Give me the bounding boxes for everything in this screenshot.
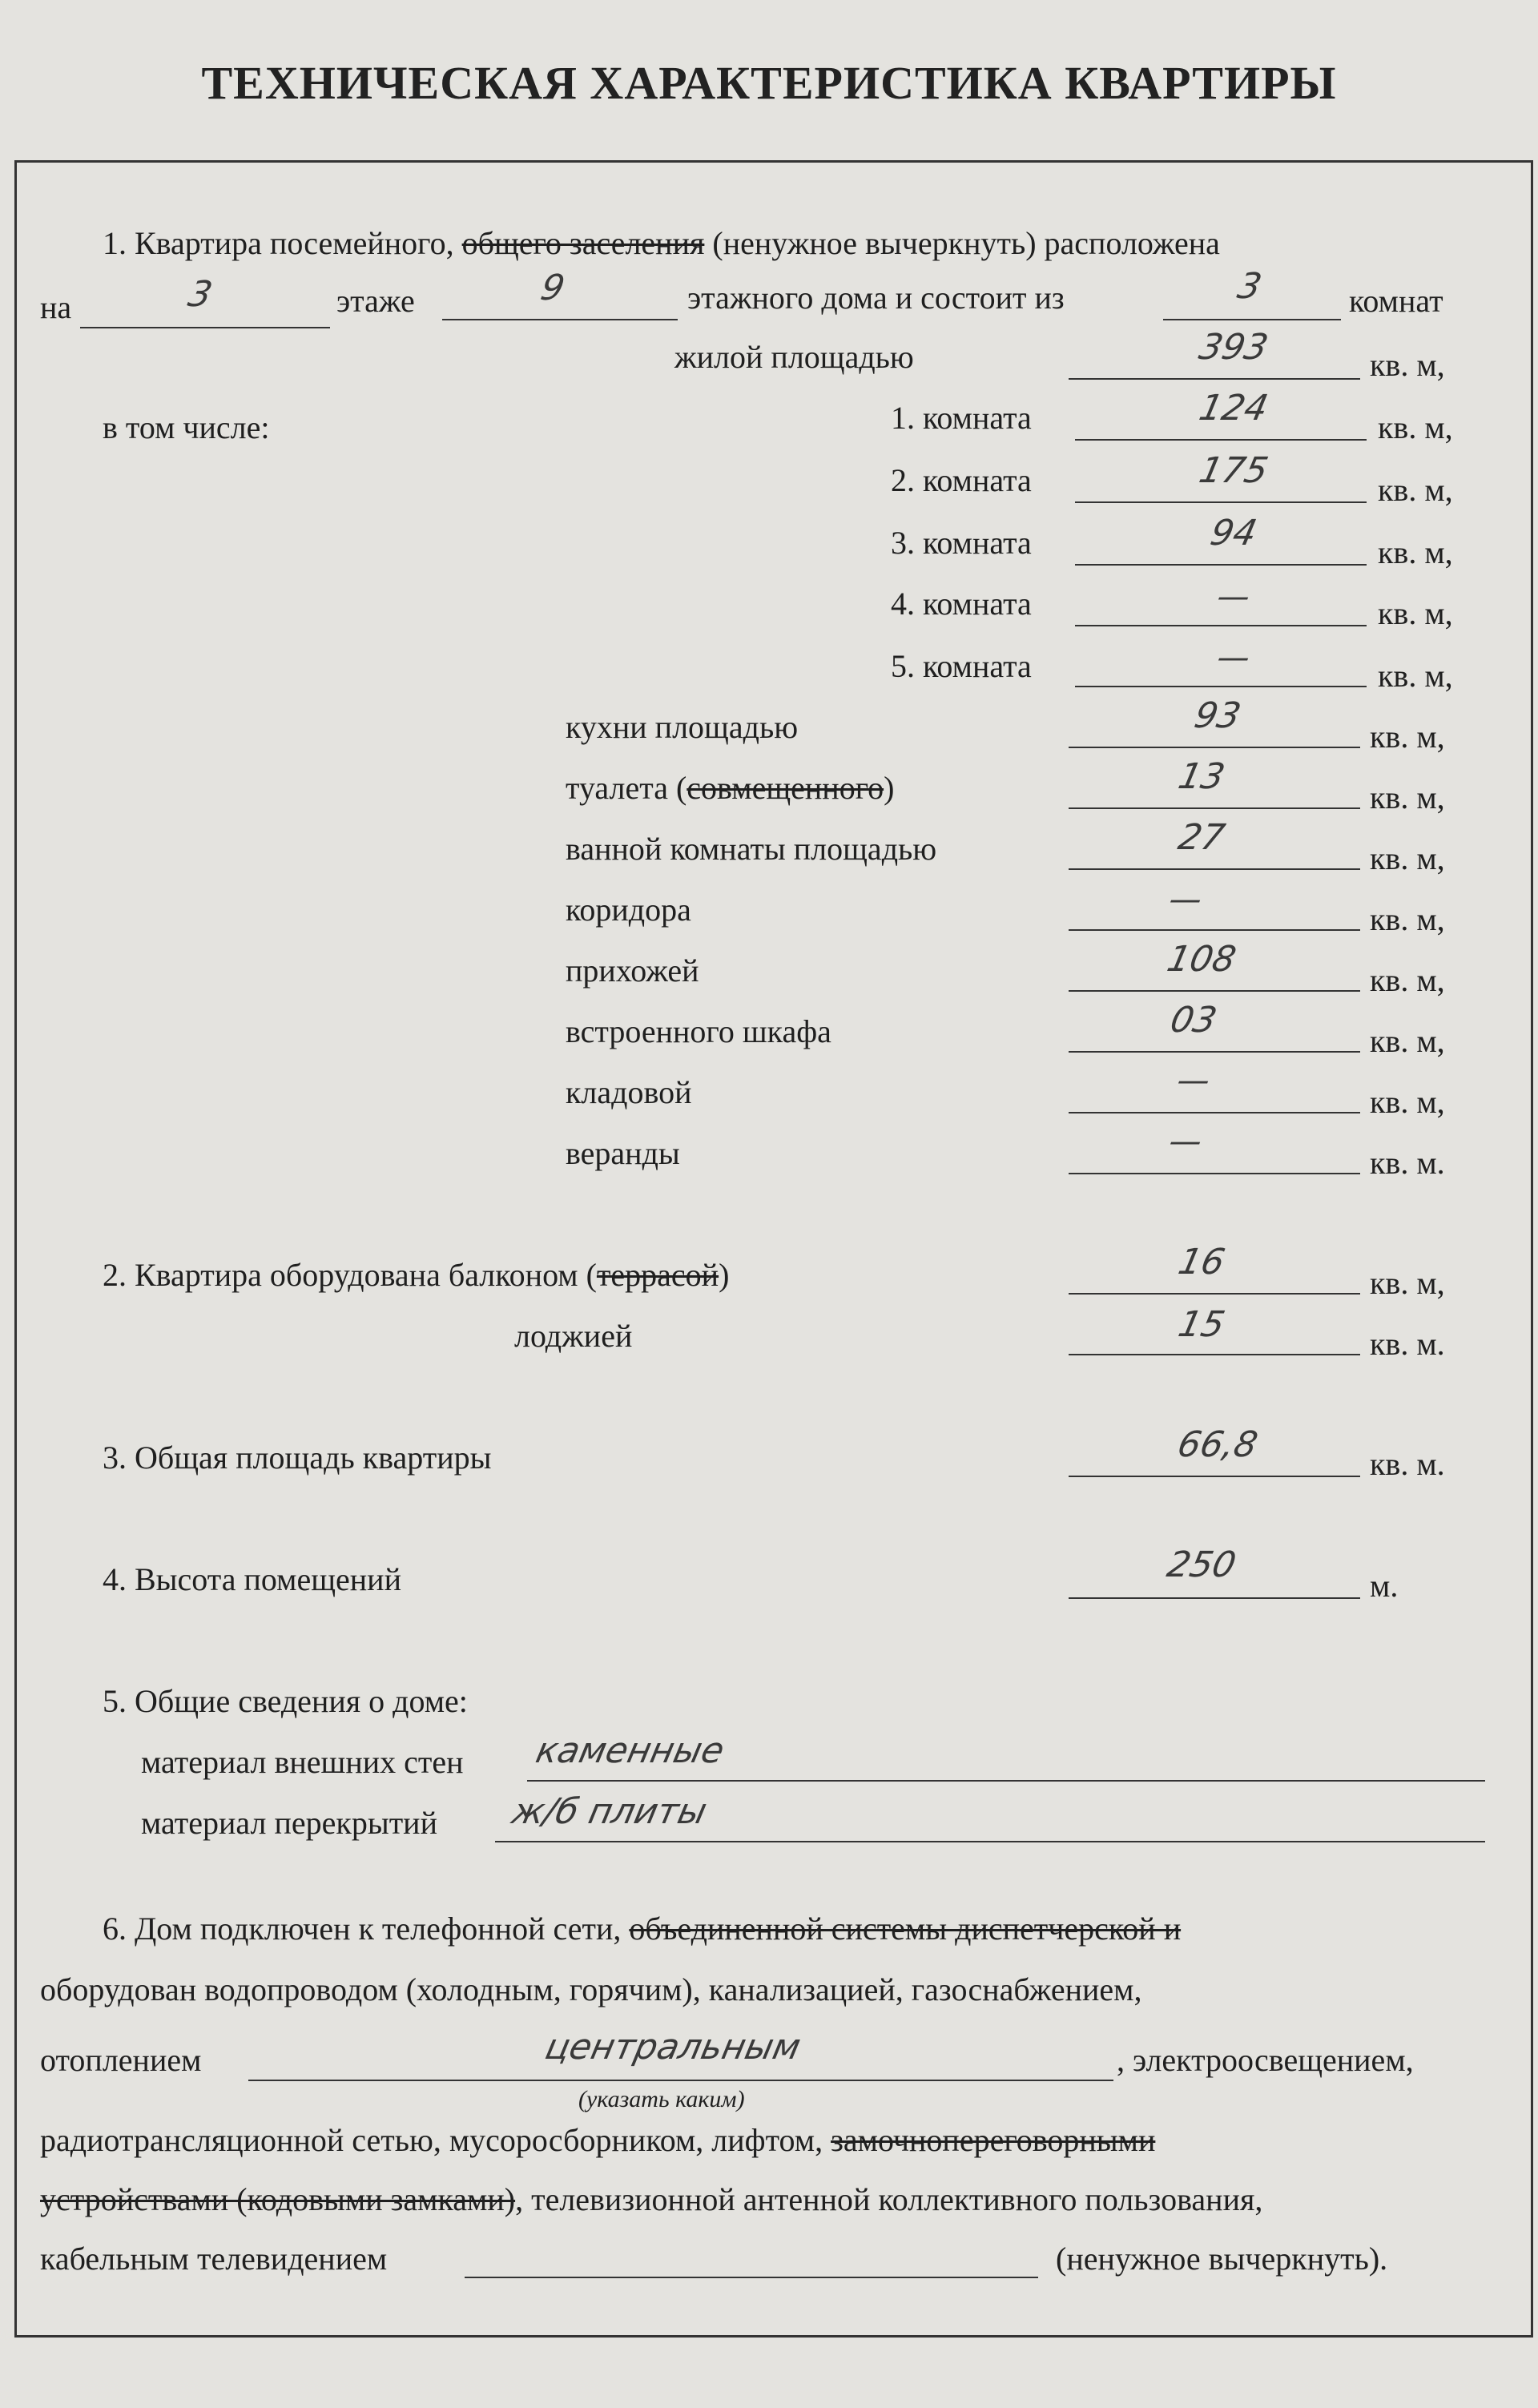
height-line — [1069, 1597, 1360, 1599]
room-4-label: 4. комната — [891, 586, 1032, 622]
floors-value: ж/б плиты — [508, 1791, 711, 1832]
veranda-label: веранды — [566, 1135, 680, 1171]
room-3-value: 94 — [1206, 513, 1261, 554]
label-living-area: жилой площадью — [674, 339, 914, 375]
bath-unit: кв. м, — [1370, 840, 1445, 876]
heating-after: , электроосвещением, — [1117, 2042, 1414, 2078]
s4-label: 4. Высота помещений — [103, 1561, 401, 1597]
total-area-unit: кв. м. — [1370, 1446, 1445, 1482]
bath-value: 27 — [1174, 817, 1229, 858]
room-5-unit: кв. м, — [1378, 658, 1453, 694]
heating-label: отоплением — [40, 2042, 202, 2078]
pantry-line — [1069, 1112, 1360, 1113]
wardrobe-line — [1069, 1051, 1360, 1053]
toilet-label — [566, 769, 894, 807]
toilet-label-a: туалета ( — [566, 770, 687, 806]
s1-line1-a: 1. Квартира посемейного, — [103, 225, 454, 261]
height-value: 250 — [1163, 1544, 1240, 1585]
heating-value: центральным — [542, 2027, 804, 2068]
s6-line1 — [103, 1910, 1181, 1947]
veranda-unit: кв. м. — [1370, 1145, 1445, 1181]
rooms-count-line — [1163, 319, 1341, 320]
corridor-label: коридора — [566, 892, 691, 928]
room-4-value: — — [1214, 578, 1254, 615]
s2-label — [103, 1256, 729, 1294]
toilet-struck: совмещенного — [686, 770, 884, 806]
heating-line — [248, 2080, 1113, 2081]
room-5-value: — — [1214, 639, 1254, 676]
kitchen-label: кухни площадью — [566, 709, 799, 745]
room-2-label: 2. комната — [891, 462, 1032, 498]
s1-struck-text: общего заселения — [461, 225, 705, 261]
toilet-unit: кв. м, — [1370, 779, 1445, 815]
s6-line4 — [40, 2121, 1155, 2159]
loggia-unit: кв. м. — [1370, 1326, 1445, 1362]
floors-line — [495, 1841, 1485, 1842]
loggia-line — [1069, 1354, 1360, 1355]
loggia-label: лоджией — [514, 1318, 633, 1354]
veranda-value: — — [1166, 1123, 1206, 1160]
s1-line1 — [103, 224, 1220, 262]
walls-line — [527, 1780, 1485, 1782]
floor-field-line — [80, 327, 330, 328]
room-1-label: 1. комната — [891, 400, 1032, 436]
label-komnat: комнат — [1349, 283, 1443, 319]
unit-living-area: кв. м, — [1370, 347, 1445, 383]
room-1-line — [1075, 439, 1367, 441]
cable-tv-line — [465, 2277, 1038, 2278]
room-2-line — [1075, 501, 1367, 503]
corridor-unit: кв. м, — [1370, 901, 1445, 937]
s6-line5-b: , телевизионной антенной коллективного пользования, — [515, 2181, 1263, 2217]
room-2-unit: кв. м, — [1378, 472, 1453, 508]
label-etazhe: этаже — [336, 283, 415, 319]
kitchen-line — [1069, 747, 1360, 748]
label-etazhnogo: этажного дома и состоит из — [687, 280, 1065, 316]
hall-value: 108 — [1163, 939, 1240, 980]
corridor-line — [1069, 929, 1360, 931]
bath-line — [1069, 868, 1360, 870]
s6-line1-struck: объединенной системы диспетчерской и — [629, 1911, 1182, 1947]
toilet-value: 13 — [1174, 756, 1229, 797]
total-area-value: 66,8 — [1174, 1424, 1262, 1465]
s6-line2: оборудован водопроводом (холодным, горячим), канализацией, газоснабжением, — [40, 1971, 1142, 2007]
room-3-label: 3. комната — [891, 525, 1032, 561]
veranda-line — [1069, 1173, 1360, 1174]
living-area-line — [1069, 378, 1360, 380]
s5-label: 5. Общие сведения о доме: — [103, 1683, 468, 1719]
label-including: в том числе: — [103, 409, 270, 445]
room-1-value: 124 — [1195, 388, 1272, 429]
balcony-value: 16 — [1174, 1242, 1229, 1283]
wardrobe-label: встроенного шкафа — [566, 1013, 831, 1049]
s6-line5-struck: устройствами (кодовыми замками) — [40, 2181, 516, 2217]
walls-value: каменные — [532, 1730, 728, 1771]
floors-total-line — [442, 319, 678, 320]
s6-line5 — [40, 2180, 1262, 2218]
document-title: ТЕХНИЧЕСКАЯ ХАРАКТЕРИСТИКА КВАРТИРЫ — [201, 57, 1337, 109]
height-unit: м. — [1370, 1568, 1399, 1604]
kitchen-value: 93 — [1190, 695, 1245, 736]
s6-line4-a: радиотрансляционной сетью, мусоросборником, лифтом, — [40, 2122, 823, 2158]
floor-value: 3 — [184, 274, 216, 315]
rooms-count-value: 3 — [1234, 266, 1266, 307]
room-1-unit: кв. м, — [1378, 409, 1453, 445]
room-4-unit: кв. м, — [1378, 595, 1453, 631]
bath-label: ванной комнаты площадью — [566, 831, 937, 867]
corridor-value: — — [1166, 881, 1206, 918]
room-3-unit: кв. м, — [1378, 534, 1453, 570]
floors-total-value: 9 — [537, 268, 569, 308]
room-4-line — [1075, 625, 1367, 626]
toilet-label-b: ) — [884, 770, 895, 806]
hall-unit: кв. м, — [1370, 962, 1445, 998]
hall-label: прихожей — [566, 952, 699, 989]
floors-label: материал перекрытий — [141, 1805, 437, 1841]
pantry-value: — — [1174, 1062, 1214, 1099]
living-area-value: 393 — [1195, 327, 1272, 368]
walls-label: материал внешних стен — [141, 1744, 464, 1780]
balcony-unit: кв. м, — [1370, 1265, 1445, 1301]
room-2-value: 175 — [1195, 450, 1272, 491]
hall-line — [1069, 990, 1360, 992]
kitchen-unit: кв. м, — [1370, 719, 1445, 755]
label-na: на — [40, 289, 72, 325]
balcony-line — [1069, 1293, 1360, 1295]
s6-line4-struck: замочнопереговорными — [831, 2122, 1156, 2158]
s2-label-b: ) — [719, 1257, 730, 1293]
room-5-line — [1075, 686, 1367, 687]
wardrobe-value: 03 — [1166, 1000, 1221, 1041]
room-3-line — [1075, 564, 1367, 566]
pantry-unit: кв. м, — [1370, 1084, 1445, 1120]
room-5-label: 5. комната — [891, 648, 1032, 684]
s3-label: 3. Общая площадь квартиры — [103, 1440, 492, 1476]
pantry-label: кладовой — [566, 1074, 692, 1110]
s2-struck: террасой — [596, 1257, 719, 1293]
wardrobe-unit: кв. м, — [1370, 1023, 1445, 1059]
cable-tv-label: кабельным телевидением — [40, 2241, 388, 2277]
s6-line6-b: (ненужное вычеркнуть). — [1056, 2241, 1388, 2277]
loggia-value: 15 — [1174, 1304, 1229, 1345]
heating-note: (указать каким) — [578, 2086, 745, 2112]
s6-line1-a: 6. Дом подключен к телефонной сети, — [103, 1911, 622, 1947]
toilet-line — [1069, 807, 1360, 809]
s2-label-a: 2. Квартира оборудована балконом ( — [103, 1257, 597, 1293]
total-area-line — [1069, 1476, 1360, 1477]
s1-line1-b: (ненужное вычеркнуть) расположена — [712, 225, 1220, 261]
